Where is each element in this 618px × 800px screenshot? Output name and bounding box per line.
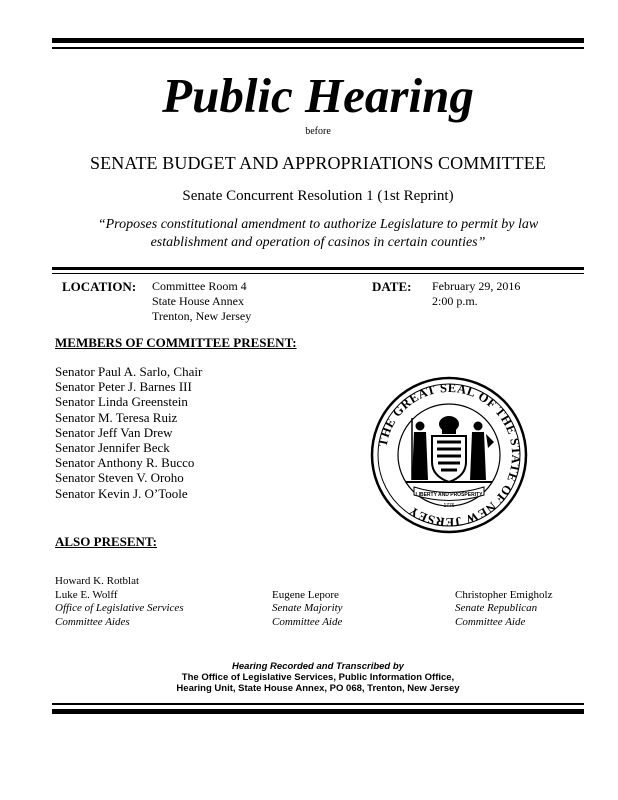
top-rule-thick <box>52 38 584 43</box>
seal-year: 1776 <box>443 503 455 509</box>
members-heading: MEMBERS OF COMMITTEE PRESENT: <box>55 335 297 350</box>
list-item: Senator Linda Greenstein <box>55 394 188 410</box>
list-item: Senator Anthony R. Bucco <box>55 455 195 471</box>
list-item: Senator M. Teresa Ruiz <box>55 409 178 425</box>
person-affiliation: Senate Republican <box>455 602 538 614</box>
quote-line-1: “Proposes constitutional amendment to authorize Legislature to permit by law <box>97 217 539 232</box>
footer-line-3: Hearing Unit, State House Annex, PO 068, Trenton, New Jersey <box>176 683 460 694</box>
date-value <box>432 279 520 309</box>
list-item: Senator Paul A. Sarlo, Chair <box>55 364 203 379</box>
also-present-col-1 <box>55 575 184 629</box>
also-present-col-3 <box>455 589 552 630</box>
also-present-col-2 <box>272 589 343 630</box>
footer-line-2: The Office of Legislative Services, Public Information Office, <box>181 672 455 683</box>
seal-motto: LIBERTY AND PROSPERITY <box>415 492 483 498</box>
list-item: Senator Jennifer Beck <box>55 440 170 456</box>
date-label: DATE: <box>372 279 412 294</box>
transcription-footer <box>52 661 584 694</box>
bottom-rule-thin <box>52 703 584 705</box>
list-item: Senator Jeff Van Drew <box>55 424 173 440</box>
seal-text: THE GREAT SEAL OF THE STATE OF NEW JERSEY <box>375 380 524 530</box>
person-affiliation: Office of Legislative Services <box>55 602 184 614</box>
committee-name: SENATE BUDGET AND APPROPRIATIONS COMMITTEE <box>90 153 546 173</box>
location-label: LOCATION: <box>62 279 137 294</box>
person-name: Eugene Lepore <box>272 588 339 601</box>
person-name: Howard K. Rotblat <box>55 575 140 587</box>
location-line: State House Annex <box>152 294 244 308</box>
list-item: Senator Steven V. Oroho <box>55 470 184 486</box>
person-role: Committee Aides <box>55 615 130 628</box>
members-list <box>55 364 202 501</box>
person-name: Christopher Emigholz <box>455 588 553 601</box>
person-affiliation: Senate Majority <box>272 602 343 614</box>
footer-line-1: Hearing Recorded and Transcribed by <box>232 661 404 672</box>
mid-rule-thick <box>52 267 584 270</box>
date-line: February 29, 2016 <box>432 279 521 293</box>
great-seal-icon <box>370 376 528 534</box>
list-item: Senator Peter J. Barnes III <box>55 379 192 395</box>
page-title: Public Hearing <box>162 68 474 123</box>
location-value <box>152 279 251 324</box>
mid-rule-thin <box>52 273 584 274</box>
person-role: Committee Aide <box>455 615 526 628</box>
list-item: Senator Kevin J. O’Toole <box>55 485 188 501</box>
quote-line-2: establishment and operation of casinos in certain counties” <box>150 235 486 250</box>
person-role: Committee Aide <box>272 615 343 628</box>
location-line: Committee Room 4 <box>152 279 247 293</box>
before-text: before <box>305 126 331 137</box>
resolution-quote <box>52 216 584 252</box>
person-name: Luke E. Wolff <box>55 588 118 601</box>
location-line: Trenton, New Jersey <box>152 309 252 323</box>
bottom-rule-thick <box>52 709 584 714</box>
resolution-title: Senate Concurrent Resolution 1 (1st Reprint) <box>182 188 454 204</box>
top-rule-thin <box>52 47 584 49</box>
also-present-heading: ALSO PRESENT: <box>55 534 157 549</box>
date-line: 2:00 p.m. <box>432 294 478 308</box>
